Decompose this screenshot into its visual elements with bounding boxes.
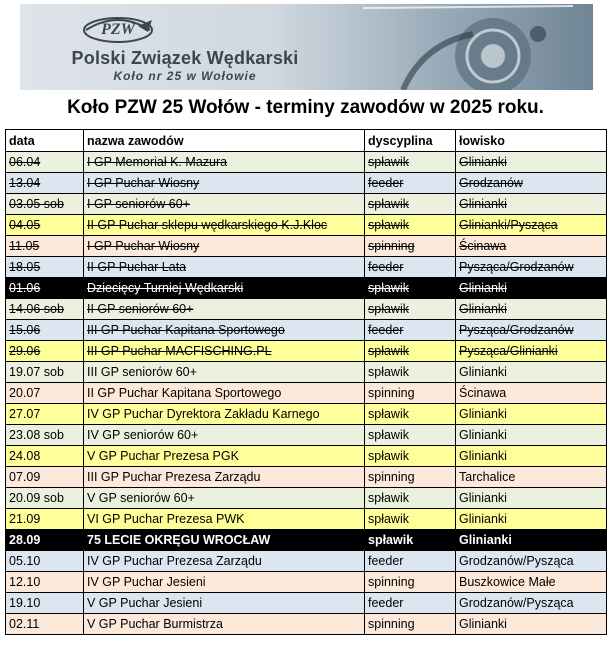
header-discipline: dyscyplina <box>365 130 456 152</box>
cell-discipline: spławik <box>365 215 456 236</box>
cell-name: I GP Puchar Wiosny <box>84 173 365 194</box>
cell-fishery: Glinianki/Pysząca <box>456 215 607 236</box>
cell-discipline: feeder <box>365 257 456 278</box>
cell-fishery: Glinianki <box>456 362 607 383</box>
table-row <box>6 572 607 593</box>
table-row <box>6 551 607 572</box>
table-row <box>6 509 607 530</box>
organization-name: Polski Związek Wędkarski <box>71 48 299 68</box>
cell-name: V GP Puchar Burmistrza <box>84 614 365 635</box>
header-name: nazwa zawodów <box>84 130 365 152</box>
organization-subtitle: Koło nr 25 w Wołowie <box>113 69 257 83</box>
cell-name: Dziecięcy Turniej Wędkarski <box>84 278 365 299</box>
cell-discipline: spławik <box>365 299 456 320</box>
cell-name: VI GP Puchar Prezesa PWK <box>84 509 365 530</box>
cell-name: I GP Memoriał K. Mazura <box>84 152 365 173</box>
table-row <box>6 446 607 467</box>
cell-date: 19.10 <box>6 593 84 614</box>
header-banner <box>20 4 593 90</box>
cell-discipline: spławik <box>365 509 456 530</box>
cell-fishery: Glinianki <box>456 425 607 446</box>
cell-date: 12.10 <box>6 572 84 593</box>
cell-date: 20.09 sob <box>6 488 84 509</box>
cell-discipline: spławik <box>365 425 456 446</box>
cell-discipline: spławik <box>365 446 456 467</box>
cell-date: 13.04 <box>6 173 84 194</box>
cell-discipline: spinning <box>365 467 456 488</box>
cell-date: 18.05 <box>6 257 84 278</box>
cell-discipline: feeder <box>365 320 456 341</box>
cell-date: 03.05 sob <box>6 194 84 215</box>
pzw-logo <box>78 8 158 48</box>
cell-name: II GP Puchar Kapitana Sportowego <box>84 383 365 404</box>
cell-name: IV GP Puchar Dyrektora Zakładu Karnego <box>84 404 365 425</box>
table-row <box>6 299 607 320</box>
cell-date: 02.11 <box>6 614 84 635</box>
cell-discipline: spławik <box>365 530 456 551</box>
cell-fishery: Glinianki <box>456 488 607 509</box>
table-row <box>6 614 607 635</box>
cell-discipline: spławik <box>365 488 456 509</box>
cell-name: V GP seniorów 60+ <box>84 488 365 509</box>
cell-discipline: spinning <box>365 614 456 635</box>
cell-discipline: spławik <box>365 152 456 173</box>
table-row <box>6 194 607 215</box>
cell-date: 23.08 sob <box>6 425 84 446</box>
cell-name: V GP Puchar Prezesa PGK <box>84 446 365 467</box>
cell-date: 27.07 <box>6 404 84 425</box>
cell-fishery: Glinianki <box>456 446 607 467</box>
table-row <box>6 152 607 173</box>
cell-date: 29.06 <box>6 341 84 362</box>
cell-discipline: spinning <box>365 572 456 593</box>
cell-fishery: Grodzanów/Pysząca <box>456 593 607 614</box>
cell-date: 28.09 <box>6 530 84 551</box>
cell-date: 11.05 <box>6 236 84 257</box>
cell-name: I GP seniorów 60+ <box>84 194 365 215</box>
cell-name: III GP Puchar Kapitana Sportowego <box>84 320 365 341</box>
cell-discipline: feeder <box>365 593 456 614</box>
table-row <box>6 488 607 509</box>
cell-name: IV GP Puchar Prezesa Zarządu <box>84 551 365 572</box>
cell-fishery: Glinianki <box>456 614 607 635</box>
cell-fishery: Ścinawa <box>456 236 607 257</box>
fishing-reel-image <box>363 4 573 90</box>
cell-name: II GP Puchar Lata <box>84 257 365 278</box>
table-row <box>6 215 607 236</box>
table-row <box>6 173 607 194</box>
cell-fishery: Glinianki <box>456 278 607 299</box>
table-row <box>6 236 607 257</box>
cell-discipline: spławik <box>365 404 456 425</box>
cell-fishery: Buszkowice Małe <box>456 572 607 593</box>
cell-name: III GP Puchar MACFISCHING.PL <box>84 341 365 362</box>
cell-name: II GP seniorów 60+ <box>84 299 365 320</box>
table-row <box>6 425 607 446</box>
page-title: Koło PZW 25 Wołów - terminy zawodów w 2025 roku. <box>67 97 544 118</box>
cell-fishery: Pysząca/Glinianki <box>456 341 607 362</box>
cell-date: 01.06 <box>6 278 84 299</box>
cell-fishery: Glinianki <box>456 509 607 530</box>
cell-name: III GP Puchar Prezesa Zarządu <box>84 467 365 488</box>
cell-fishery: Pysząca/Grodzanów <box>456 257 607 278</box>
cell-fishery: Glinianki <box>456 152 607 173</box>
cell-date: 15.06 <box>6 320 84 341</box>
header-fishery: łowisko <box>456 130 607 152</box>
cell-date: 20.07 <box>6 383 84 404</box>
table-row <box>6 404 607 425</box>
table-row <box>6 593 607 614</box>
table-header-row <box>6 130 607 152</box>
cell-date: 05.10 <box>6 551 84 572</box>
competition-schedule-table <box>5 129 607 635</box>
cell-name: I GP Puchar Wiosny <box>84 236 365 257</box>
cell-name: II GP Puchar sklepu wędkarskiego K.J.Kloc <box>84 215 365 236</box>
table-row <box>6 530 607 551</box>
cell-fishery: Tarchalice <box>456 467 607 488</box>
cell-name: IV GP Puchar Jesieni <box>84 572 365 593</box>
cell-discipline: spinning <box>365 383 456 404</box>
cell-name: V GP Puchar Jesieni <box>84 593 365 614</box>
cell-date: 24.08 <box>6 446 84 467</box>
cell-name: 75 LECIE OKRĘGU WROCŁAW <box>84 530 365 551</box>
cell-name: IV GP seniorów 60+ <box>84 425 365 446</box>
cell-discipline: spławik <box>365 341 456 362</box>
cell-discipline: spławik <box>365 194 456 215</box>
table-row <box>6 383 607 404</box>
cell-fishery: Grodzanów/Pysząca <box>456 551 607 572</box>
cell-date: 07.09 <box>6 467 84 488</box>
cell-discipline: spinning <box>365 236 456 257</box>
cell-date: 04.05 <box>6 215 84 236</box>
cell-name: III GP seniorów 60+ <box>84 362 365 383</box>
table-row <box>6 362 607 383</box>
cell-discipline: feeder <box>365 551 456 572</box>
cell-date: 21.09 <box>6 509 84 530</box>
cell-discipline: feeder <box>365 173 456 194</box>
table-row <box>6 257 607 278</box>
table-row <box>6 278 607 299</box>
cell-discipline: spławik <box>365 362 456 383</box>
table-row <box>6 320 607 341</box>
cell-date: 19.07 sob <box>6 362 84 383</box>
cell-fishery: Grodzanów <box>456 173 607 194</box>
table-row <box>6 467 607 488</box>
cell-fishery: Glinianki <box>456 194 607 215</box>
cell-fishery: Glinianki <box>456 404 607 425</box>
cell-date: 06.04 <box>6 152 84 173</box>
cell-fishery: Ścinawa <box>456 383 607 404</box>
cell-fishery: Pysząca/Grodzanów <box>456 320 607 341</box>
cell-fishery: Glinianki <box>456 299 607 320</box>
header-date: data <box>6 130 84 152</box>
cell-discipline: spławik <box>365 278 456 299</box>
cell-fishery: Glinianki <box>456 530 607 551</box>
cell-date: 14.06 sob <box>6 299 84 320</box>
table-row <box>6 341 607 362</box>
logo-text: PZW <box>101 21 135 38</box>
